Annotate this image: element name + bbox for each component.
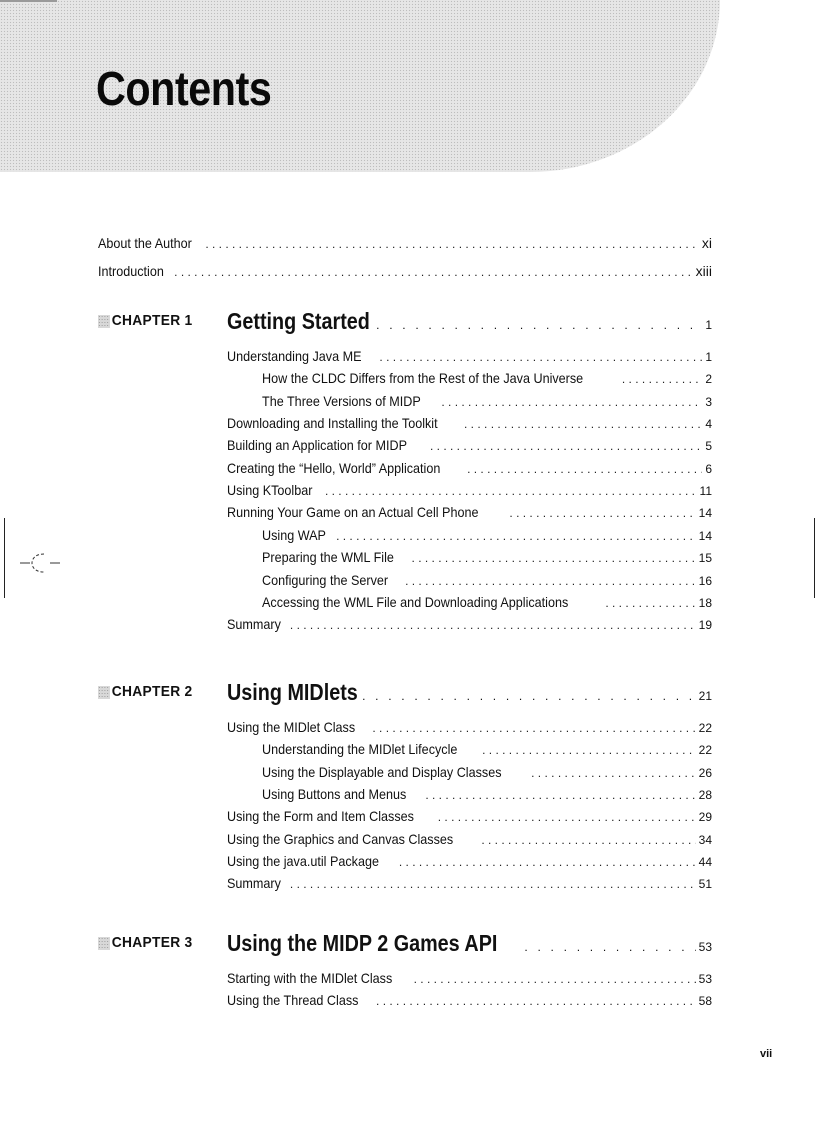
entry-title: Summary: [227, 616, 281, 633]
toc-section-entry[interactable]: [227, 989, 712, 1011]
entry-page-number: 22: [698, 743, 712, 758]
entry-title: Understanding the MIDlet Lifecycle: [262, 741, 458, 758]
entry-page-number: xiii: [695, 263, 712, 279]
dot-leader: [464, 413, 702, 435]
entry-title: Preparing the WML File: [262, 549, 394, 566]
dot-leader: [605, 592, 695, 614]
dot-leader: [531, 762, 696, 784]
chapter-label-text: CHAPTER 3: [111, 934, 193, 951]
entry-page-number: 53: [698, 972, 712, 986]
chapter-label: [98, 931, 193, 955]
entry-title: About the Author: [98, 235, 192, 251]
entry-page-number: 14: [698, 528, 712, 543]
toc-subsection-entry[interactable]: [262, 524, 712, 546]
chapter-heading[interactable]: [227, 307, 712, 335]
entry-page-number: 6: [705, 461, 712, 476]
dot-leader: [622, 368, 702, 390]
entry-title: Using the Form and Item Classes: [227, 808, 414, 825]
entry-title: Downloading and Installing the Toolkit: [227, 415, 438, 432]
toc-section-entry[interactable]: [227, 850, 712, 872]
entry-page-number: 16: [698, 573, 712, 588]
chapter-page-number: 21: [698, 689, 712, 703]
right-margin-line: [814, 518, 815, 598]
dot-leader: [482, 739, 696, 761]
toc-subsection-entry[interactable]: [262, 783, 712, 805]
toc-subsection-entry[interactable]: [262, 591, 712, 613]
entry-page-number: 2: [705, 372, 712, 387]
entry-page-number: 44: [698, 855, 712, 870]
dot-leader: [412, 547, 696, 569]
entry-title: The Three Versions of MIDP: [262, 392, 421, 409]
dot-leader: [376, 311, 702, 339]
dot-leader: [509, 502, 695, 524]
entry-page-number: 28: [698, 788, 712, 803]
toc-section-entry[interactable]: [227, 434, 712, 456]
entry-title: Introduction: [98, 263, 164, 279]
dot-leader: [414, 968, 696, 990]
entry-title: How the CLDC Differs from the Rest of the Java Universe: [262, 370, 584, 387]
entry-page-number: xi: [701, 235, 712, 251]
entry-title: Understanding Java ME: [227, 348, 362, 364]
dot-leader: [438, 806, 696, 828]
crop-mark: [0, 0, 57, 2]
entry-page-number: 26: [698, 765, 712, 780]
dot-leader: [376, 990, 696, 1012]
dot-leader: [405, 570, 696, 592]
toc-subsection-entry[interactable]: [262, 738, 712, 760]
dot-leader: [290, 614, 696, 636]
chapter-title: Using the MIDP 2 Games API: [227, 930, 498, 956]
entry-page-number: 15: [698, 551, 712, 566]
chapter-page-number: 53: [698, 940, 712, 954]
entry-title: Using the java.util Package: [227, 853, 379, 870]
chapter-label-text: CHAPTER 1: [111, 312, 193, 329]
toc-section-entry[interactable]: [227, 828, 712, 850]
entry-title: Configuring the Server: [262, 571, 389, 588]
dot-leader: [399, 851, 696, 873]
entry-page-number: 4: [705, 417, 712, 432]
front-matter-entry[interactable]: [98, 260, 712, 282]
toc-subsection-entry[interactable]: [262, 546, 712, 568]
chapter-label: [98, 680, 193, 704]
entry-title: Creating the “Hello, World” Application: [227, 459, 441, 476]
entry-title: Running Your Game on an Actual Cell Phone: [227, 504, 479, 521]
left-margin-line: [4, 518, 5, 598]
dot-leader: [379, 346, 702, 368]
dot-leader: [481, 829, 695, 851]
entry-page-number: 5: [705, 439, 712, 454]
entry-title: Building an Application for MIDP: [227, 437, 407, 454]
entry-title: Using the MIDlet Class: [227, 719, 356, 735]
chapter-marker-icon: [98, 937, 110, 950]
toc-section-entry[interactable]: [227, 967, 712, 989]
chapter-label-text: CHAPTER 2: [111, 683, 193, 700]
chapter-label: [98, 309, 193, 333]
entry-page-number: 51: [698, 877, 712, 892]
dot-leader: [290, 873, 696, 895]
chapter-page-number: 1: [705, 318, 712, 332]
registration-mark-icon: [18, 548, 62, 578]
entry-title: Using the Displayable and Display Classes: [262, 763, 502, 780]
toc-section-entry[interactable]: [227, 457, 712, 479]
dot-leader: [467, 458, 702, 480]
entry-page-number: 14: [698, 506, 712, 521]
chapter-title: Getting Started: [227, 308, 370, 334]
dot-leader: [441, 391, 702, 413]
dot-leader: [425, 784, 695, 806]
entry-page-number: 19: [698, 618, 712, 633]
dot-leader: [524, 933, 695, 961]
chapter-heading[interactable]: [227, 929, 712, 957]
entry-page-number: 11: [699, 484, 712, 499]
toc-section-entry[interactable]: [227, 479, 712, 501]
chapter-heading[interactable]: [227, 678, 712, 706]
toc-section-entry[interactable]: [227, 345, 712, 367]
dot-leader: [174, 261, 692, 283]
entry-title: Using the Graphics and Canvas Classes: [227, 830, 454, 847]
entry-page-number: 29: [698, 810, 712, 825]
toc-section-entry[interactable]: [227, 501, 712, 523]
entry-title: Using KToolbar: [227, 482, 313, 499]
entry-title: Using Buttons and Menus: [262, 786, 407, 803]
entry-title: Starting with the MIDlet Class: [227, 970, 393, 986]
toc-section-entry[interactable]: [227, 805, 712, 827]
dot-leader: [362, 682, 696, 710]
entry-title: Using WAP: [262, 526, 326, 543]
entry-title: Summary: [227, 875, 281, 892]
front-matter-entry[interactable]: [98, 232, 712, 254]
toc-section-entry[interactable]: [227, 613, 712, 635]
toc-subsection-entry[interactable]: [262, 367, 712, 389]
toc-section-entry[interactable]: [227, 716, 712, 738]
entry-page-number: 58: [698, 994, 712, 1009]
dot-leader: [325, 480, 697, 502]
entry-page-number: 3: [705, 394, 712, 409]
toc-subsection-entry[interactable]: [262, 761, 712, 783]
entry-page-number: 34: [698, 832, 712, 847]
dot-leader: [372, 717, 695, 739]
entry-title: Using the Thread Class: [227, 992, 359, 1009]
entry-page-number: 1: [705, 350, 712, 364]
entry-page-number: 22: [698, 721, 712, 735]
entry-title: Accessing the WML File and Downloading Applications: [262, 593, 569, 610]
toc-section-entry[interactable]: [227, 412, 712, 434]
toc-subsection-entry[interactable]: [262, 569, 712, 591]
entry-page-number: 18: [698, 595, 712, 610]
toc-section-entry[interactable]: [227, 872, 712, 894]
chapter-marker-icon: [98, 315, 110, 328]
dot-leader: [430, 435, 702, 457]
dot-leader: [336, 525, 696, 547]
toc-subsection-entry[interactable]: [262, 390, 712, 412]
page-number: vii: [760, 1048, 773, 1060]
page-title: Contents: [96, 63, 272, 116]
chapter-title: Using MIDlets: [227, 679, 358, 705]
dot-leader: [205, 233, 699, 255]
chapter-marker-icon: [98, 686, 110, 699]
